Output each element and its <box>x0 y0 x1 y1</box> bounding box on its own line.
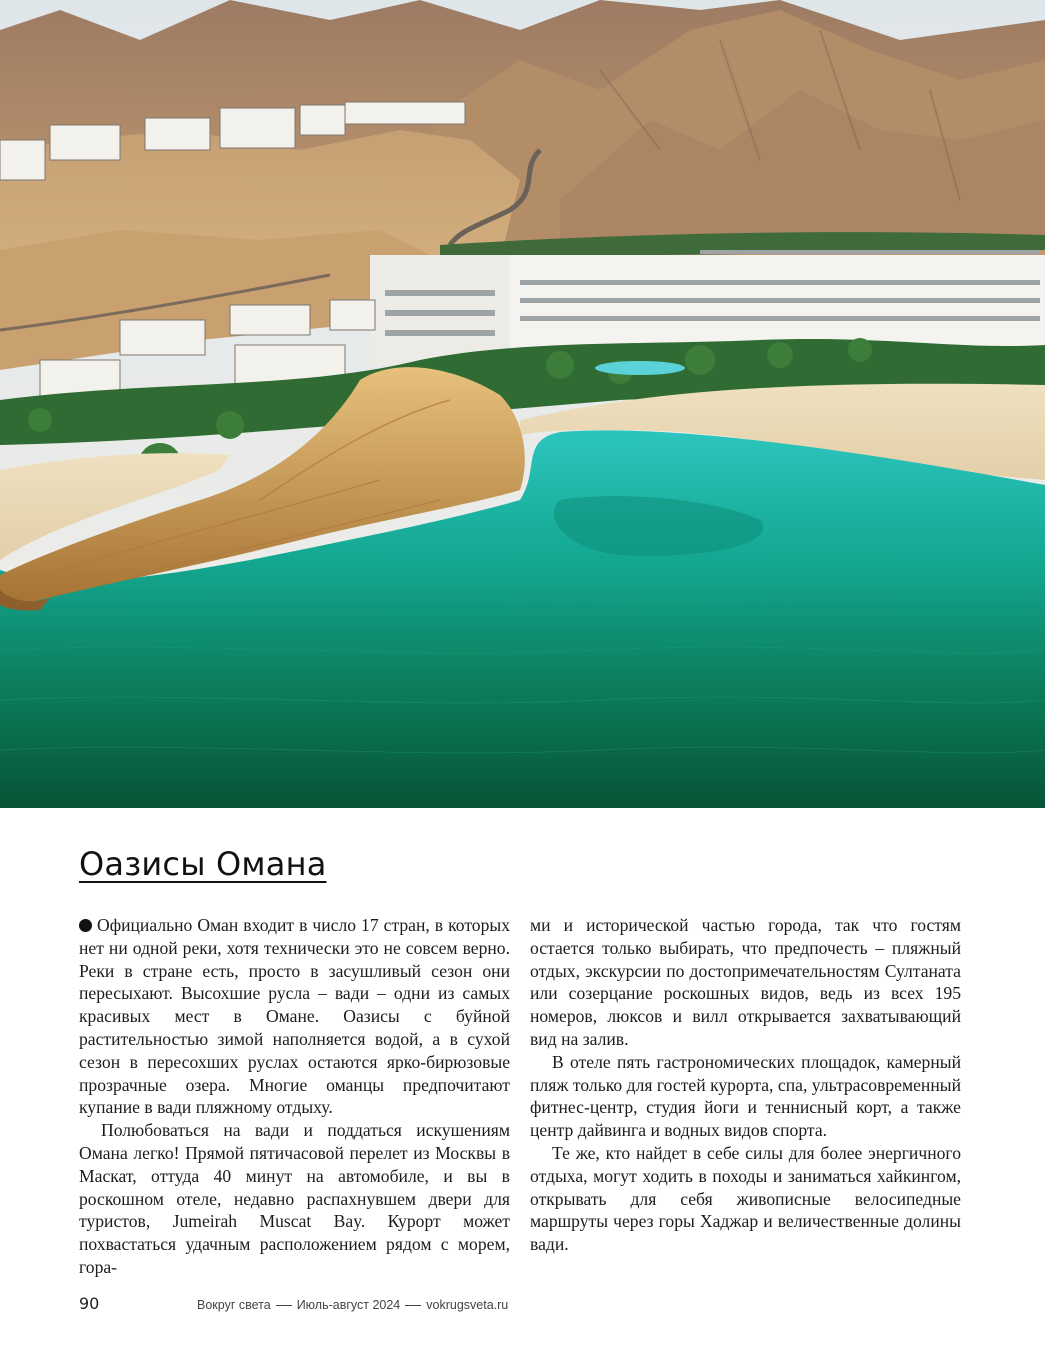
separator <box>405 1305 421 1306</box>
separator <box>276 1305 292 1306</box>
paragraph: Полюбоваться на вади и поддаться искушениям Омана легко! Прямой пятичасовой перелет из Москвы в Маскат, оттуда 40 минут на автомобиле, и вы в роскошном отеле, недавно распахнувшем двери для туристов, Jumeirah Muscat Bay. Курорт может похвастаться удачным расположением рядом с морем, гора- <box>79 1120 510 1277</box>
footer-meta <box>197 1298 508 1312</box>
paragraph: Те же, кто найдет в себе силы для более энергичного отдыха, могут ходить в походы и заниматься хайкингом, открывать для себя живописные велосипедные маршруты через горы Хаджар и величественные долины вади. <box>530 1142 961 1255</box>
text-column-right <box>530 914 961 1256</box>
article-title: Оазисы Омана <box>79 845 327 883</box>
paragraph: ми и исторической частью города, так что гостям остается только выбирать, что предпочесть – пляжный отдых, экскурсии по достопримечательностям Султаната или созерцание роскошных видов, ведь из всех 195 номеров, люксов и вилл открывается захватывающий вид на залив. <box>530 915 961 1049</box>
paragraph <box>79 914 510 1119</box>
page-number: 90 <box>79 1294 100 1313</box>
website-link[interactable]: vokrugsveta.ru <box>426 1298 509 1312</box>
issue-date: Июль-август 2024 <box>296 1298 401 1312</box>
bullet-icon <box>79 919 92 932</box>
text-column-left <box>79 914 510 1279</box>
paragraph: В отеле пять гастрономических площадок, камерный пляж только для гостей курорта, спа, ультрасовременный фитнес-центр, студия йоги и теннисный корт, а также центр дайвинга и водных видов спорта. <box>530 1051 961 1141</box>
paragraph-text: Официально Оман входит в число 17 стран, в которых нет ни одной реки, хотя технически это не совсем верно. Реки в стране есть, просто в засушливый сезон они пересыхают. Высохшие русла – вади – одни из самых красивых мест в Омане. Оазисы с буйной растительностью зимой наполняется водой, а в сухой сезон в пересохших руслах остаются ярко-бирюзовые прозрачные озера. Многие оманцы предпочитают купание в вади пляжному отдыху. <box>79 915 510 1118</box>
magazine-name: Вокруг света <box>197 1298 271 1312</box>
